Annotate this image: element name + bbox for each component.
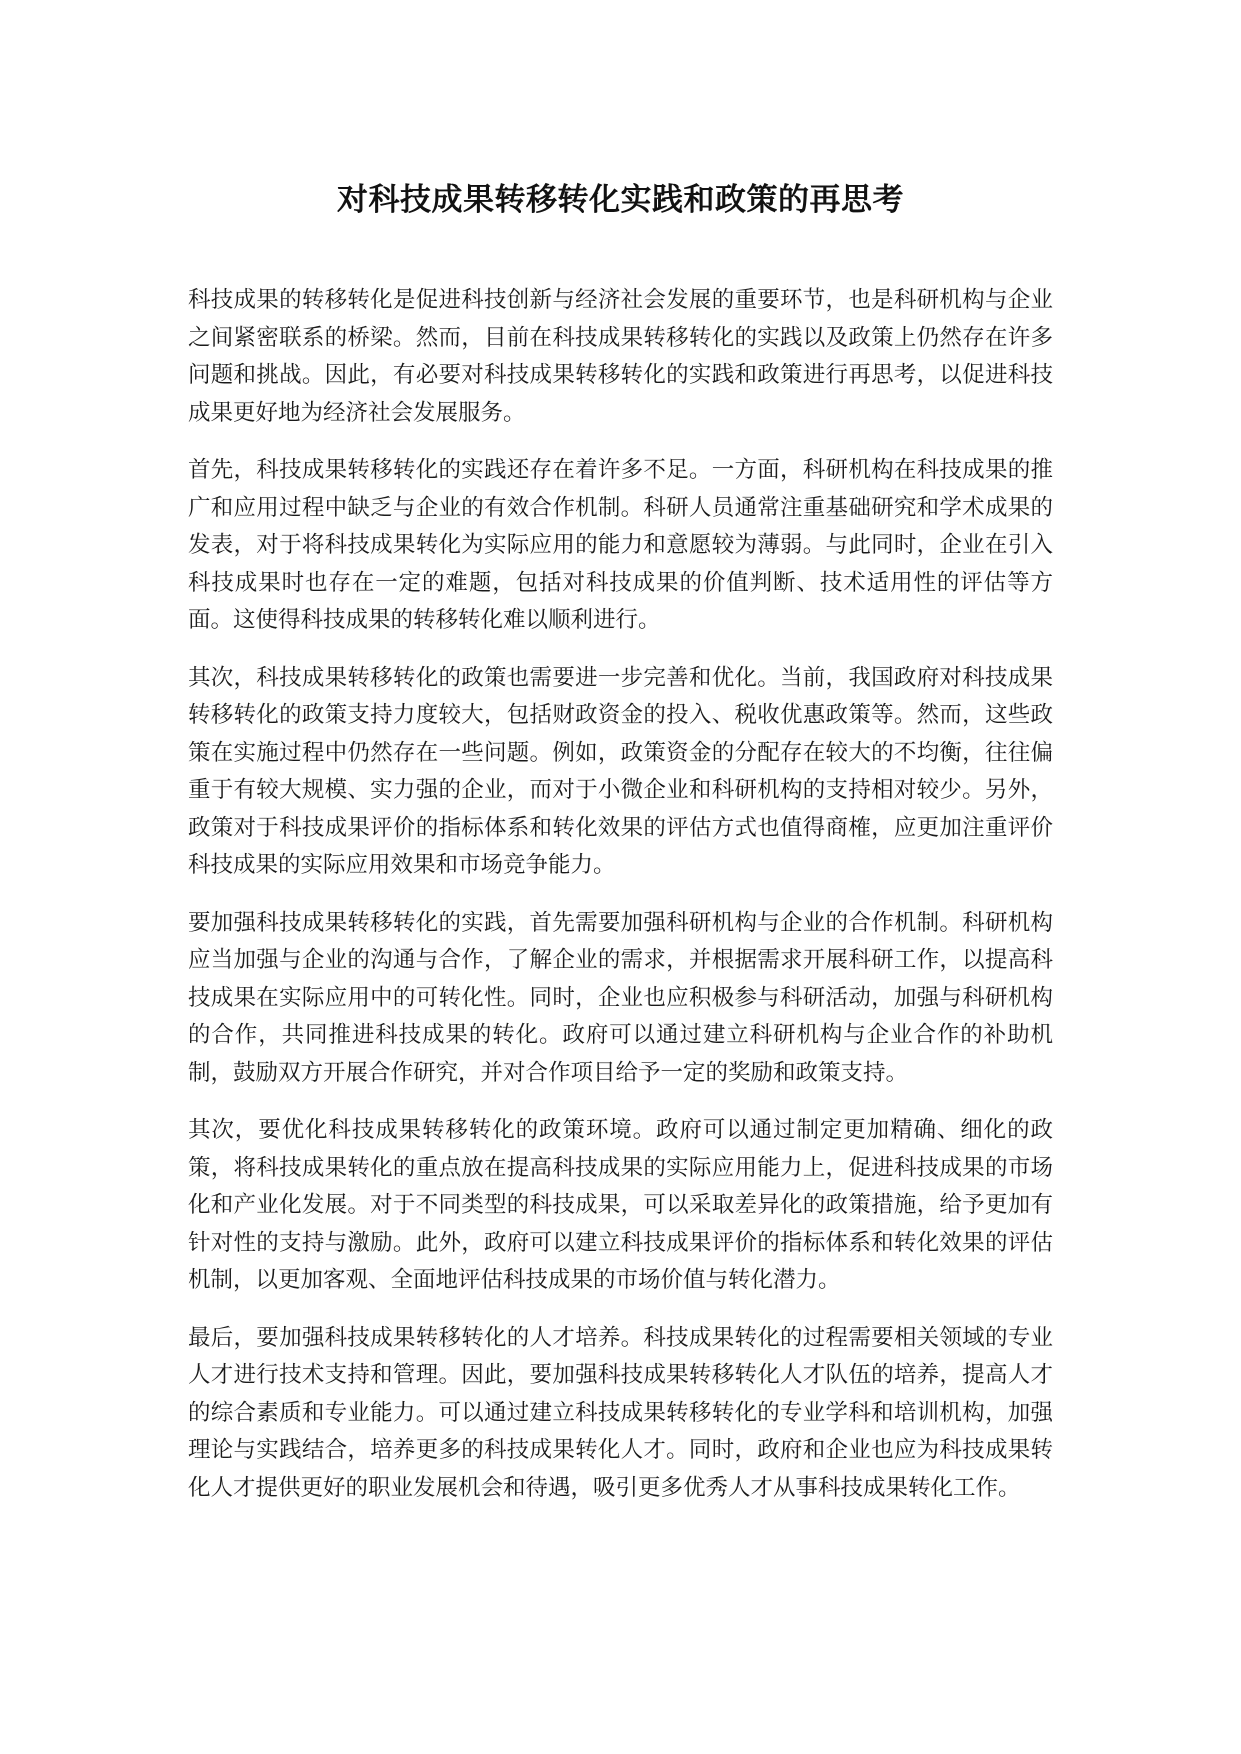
paragraph-5: 其次，要优化科技成果转移转化的政策环境。政府可以通过制定更加精确、细化的政策，将科技成果转化的重点放在提高科技成果的实际应用能力上，促进科技成果的市场化和产业化发展。对于不同类型的科技成果，可以采取差异化的政策措施，给予更加有针对性的支持与激励。此外，政府可以建立科技成果评价的指标体系和转化效果的评估机制，以更加客观、全面地评估科技成果的市场价值与转化潜力。 (188, 1117, 1053, 1293)
paragraph-1: 科技成果的转移转化是促进科技创新与经济社会发展的重要环节，也是科研机构与企业之间紧密联系的桥梁。然而，目前在科技成果转移转化的实践以及政策上仍然存在许多问题和挑战。因此，有必要对科技成果转移转化的实践和政策进行再思考，以促进科技成果更好地为经济社会发展服务。 (188, 287, 1053, 426)
paragraph-3: 其次，科技成果转移转化的政策也需要进一步完善和优化。当前，我国政府对科技成果转移转化的政策支持力度较大，包括财政资金的投入、税收优惠政策等。然而，这些政策在实施过程中仍然存在一些问题。例如，政策资金的分配存在较大的不均衡，往往偏重于有较大规模、实力强的企业，而对于小微企业和科研机构的支持相对较少。另外，政策对于科技成果评价的指标体系和转化效果的评估方式也值得商榷，应更加注重评价科技成果的实际应用效果和市场竞争能力。 (188, 664, 1053, 878)
document-body (188, 282, 1053, 1527)
document-title: 对科技成果转移转化实践和政策的再思考 (337, 182, 904, 218)
paragraph-6: 最后，要加强科技成果转移转化的人才培养。科技成果转化的过程需要相关领域的专业人才进行技术支持和管理。因此，要加强科技成果转移转化人才队伍的培养，提高人才的综合素质和专业能力。可以通过建立科技成果转移转化的专业学科和培训机构，加强理论与实践结合，培养更多的科技成果转化人才。同时，政府和企业也应为科技成果转化人才提供更好的职业发展机会和待遇，吸引更多优秀人才从事科技成果转化工作。 (188, 1324, 1053, 1501)
paragraph-2: 首先，科技成果转移转化的实践还存在着许多不足。一方面，科研机构在科技成果的推广和应用过程中缺乏与企业的有效合作机制。科研人员通常注重基础研究和学术成果的发表，对于将科技成果转化为实际应用的能力和意愿较为薄弱。与此同时，企业在引入科技成果时也存在一定的难题，包括对科技成果的价值判断、技术适用性的评估等方面。这使得科技成果的转移转化难以顺利进行。 (188, 457, 1053, 633)
paragraph-4: 要加强科技成果转移转化的实践，首先需要加强科研机构与企业的合作机制。科研机构应当加强与企业的沟通与合作，了解企业的需求，并根据需求开展科研工作，以提高科技成果在实际应用中的可转化性。同时，企业也应积极参与科研活动，加强与科研机构的合作，共同推进科技成果的转化。政府可以通过建立科研机构与企业合作的补助机制，鼓励双方开展合作研究，并对合作项目给予一定的奖励和政策支持。 (188, 909, 1053, 1086)
